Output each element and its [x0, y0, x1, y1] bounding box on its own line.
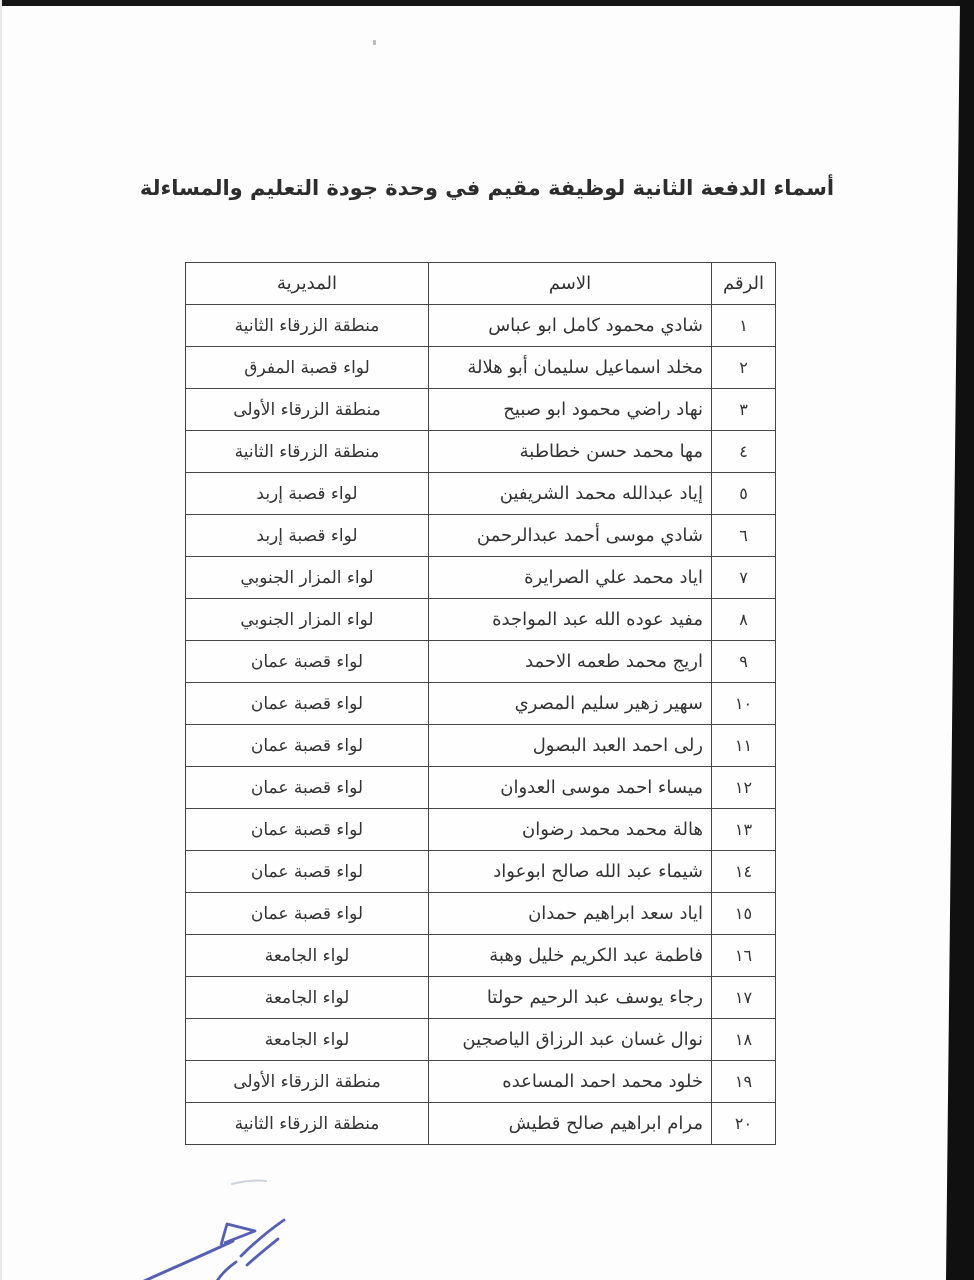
signature-stroke-flag — [221, 1224, 255, 1245]
cell-name: شادي موسى أحمد عبدالرحمن — [429, 515, 712, 557]
signature-stroke-bottom — [217, 1262, 236, 1280]
cell-directorate: لواء الجامعة — [186, 935, 429, 977]
cell-directorate: لواء المزار الجنوبي — [186, 557, 429, 599]
cell-name: اريج محمد طعمه الاحمد — [429, 641, 712, 683]
table-row — [186, 305, 776, 347]
signature-stroke-diagonal — [140, 1241, 233, 1280]
cell-number: ١٧ — [712, 977, 776, 1019]
table-row — [186, 515, 776, 557]
signature-stroke-slash1 — [241, 1220, 284, 1256]
table-row — [186, 431, 776, 473]
cell-name: مخلد اسماعيل سليمان أبو هلالة — [429, 347, 712, 389]
cell-name: اياد محمد علي الصرايرة — [429, 557, 712, 599]
table-row — [186, 641, 776, 683]
cell-directorate: لواء قصبة عمان — [186, 641, 429, 683]
document-title: أسماء الدفعة الثانية لوظيفة مقيم في وحدة جودة التعليم والمساءلة — [139, 176, 835, 200]
cell-number: ١٨ — [712, 1019, 776, 1061]
cell-name: خلود محمد احمد المساعده — [429, 1061, 712, 1103]
table-header-row — [186, 263, 776, 305]
cell-number: ٧ — [712, 557, 776, 599]
cell-number: ١٩ — [712, 1061, 776, 1103]
table-row — [186, 557, 776, 599]
names-table — [185, 262, 776, 1145]
header-number: الرقم — [712, 263, 776, 305]
table-row — [186, 599, 776, 641]
cell-directorate: لواء قصبة عمان — [186, 683, 429, 725]
cell-name: فاطمة عبد الكريم خليل وهبة — [429, 935, 712, 977]
cell-name: اياد سعد ابراهيم حمدان — [429, 893, 712, 935]
cell-name: مها محمد حسن خطاطبة — [429, 431, 712, 473]
cell-directorate: لواء قصبة إربد — [186, 515, 429, 557]
cell-number: ١ — [712, 305, 776, 347]
table-row — [186, 851, 776, 893]
table-row — [186, 725, 776, 767]
header-name: الاسم — [429, 263, 712, 305]
cell-number: ٢٠ — [712, 1103, 776, 1145]
cell-directorate: لواء قصبة عمان — [186, 725, 429, 767]
cell-number: ١٣ — [712, 809, 776, 851]
cell-directorate: منطقة الزرقاء الثانية — [186, 305, 429, 347]
header-directorate: المديرية — [186, 263, 429, 305]
cell-directorate: لواء قصبة عمان — [186, 893, 429, 935]
scan-speck — [373, 40, 376, 45]
cell-name: مرام ابراهيم صالح قطيش — [429, 1103, 712, 1145]
cell-number: ٤ — [712, 431, 776, 473]
cell-number: ٩ — [712, 641, 776, 683]
table-row — [186, 977, 776, 1019]
table-row — [186, 1103, 776, 1145]
table-row — [186, 893, 776, 935]
cell-directorate: لواء الجامعة — [186, 1019, 429, 1061]
cell-directorate: منطقة الزرقاء الأولى — [186, 389, 429, 431]
cell-number: ٦ — [712, 515, 776, 557]
cell-name: شادي محمود كامل ابو عباس — [429, 305, 712, 347]
table-row — [186, 809, 776, 851]
cell-number: ٨ — [712, 599, 776, 641]
cell-name: إياد عبدالله محمد الشريفين — [429, 473, 712, 515]
cell-directorate: لواء الجامعة — [186, 977, 429, 1019]
cell-name: سهير زهير سليم المصري — [429, 683, 712, 725]
cell-name: رلى احمد العبد البصول — [429, 725, 712, 767]
cell-name: نهاد راضي محمود ابو صبيح — [429, 389, 712, 431]
table-row — [186, 473, 776, 515]
table-row — [186, 389, 776, 431]
cell-name: نوال غسان عبد الرزاق الياصجين — [429, 1019, 712, 1061]
cell-name: شيماء عبد الله صالح ابوعواد — [429, 851, 712, 893]
scan-edge-top — [0, 0, 974, 6]
table-row — [186, 1061, 776, 1103]
cell-directorate: لواء قصبة عمان — [186, 809, 429, 851]
cell-name: ميساء احمد موسى العدوان — [429, 767, 712, 809]
cell-number: ١٢ — [712, 767, 776, 809]
cell-number: ١١ — [712, 725, 776, 767]
cell-number: ١٥ — [712, 893, 776, 935]
cell-directorate: لواء قصبة المفرق — [186, 347, 429, 389]
cell-directorate: منطقة الزرقاء الثانية — [186, 1103, 429, 1145]
table-row — [186, 347, 776, 389]
signature-stroke-slash2 — [247, 1239, 278, 1265]
cell-number: ٣ — [712, 389, 776, 431]
cell-directorate: لواء قصبة إربد — [186, 473, 429, 515]
table-row — [186, 935, 776, 977]
cell-number: ١٠ — [712, 683, 776, 725]
cell-directorate: منطقة الزرقاء الثانية — [186, 431, 429, 473]
cell-number: ١٦ — [712, 935, 776, 977]
cell-directorate: لواء قصبة عمان — [186, 767, 429, 809]
cell-number: ١٤ — [712, 851, 776, 893]
table-row — [186, 1019, 776, 1061]
faint-pen-mark — [232, 1181, 266, 1184]
cell-name: هالة محمد محمد رضوان — [429, 809, 712, 851]
cell-name: مفيد عوده الله عبد المواجدة — [429, 599, 712, 641]
cell-number: ٥ — [712, 473, 776, 515]
table-row — [186, 767, 776, 809]
cell-directorate: لواء المزار الجنوبي — [186, 599, 429, 641]
cell-name: رجاء يوسف عبد الرحيم حولتا — [429, 977, 712, 1019]
cell-directorate: لواء قصبة عمان — [186, 851, 429, 893]
cell-directorate: منطقة الزرقاء الأولى — [186, 1061, 429, 1103]
table-row — [186, 683, 776, 725]
cell-number: ٢ — [712, 347, 776, 389]
